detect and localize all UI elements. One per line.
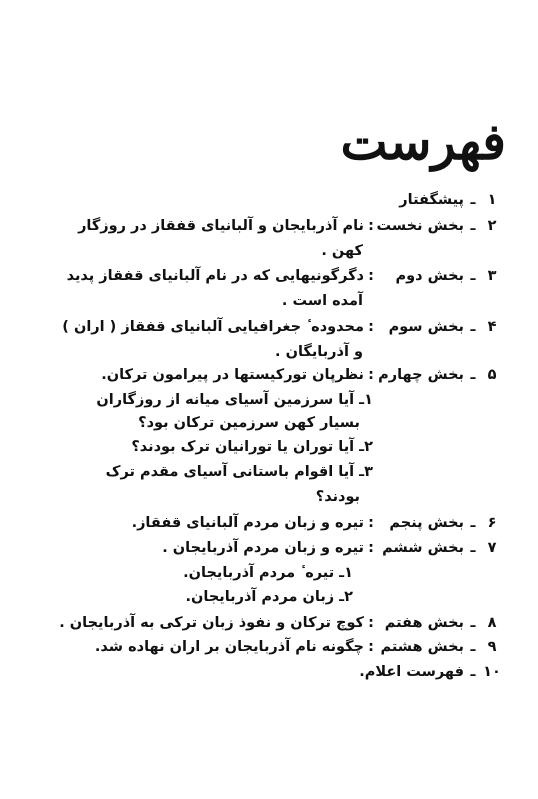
entry-dash: ـ bbox=[470, 319, 476, 335]
entry-number: ۱۰ bbox=[483, 664, 501, 680]
entry-label: بخش چهارم bbox=[378, 367, 464, 383]
entry-number: ۲ bbox=[487, 218, 497, 234]
sub-entry: ۱ـ آیا سرزمین آسیای میانه از روزگاران bbox=[96, 392, 373, 408]
entry-label: بخش هفتم bbox=[384, 615, 464, 631]
entry-colon: : bbox=[368, 268, 374, 284]
toc-entry-5 bbox=[14, 364, 502, 386]
entry-label: پیشگفتار bbox=[399, 192, 464, 208]
sub-entry: ۱ـ تیره ٔ مردم آذربایجان. bbox=[183, 565, 353, 581]
entry-dash: ـ bbox=[470, 192, 476, 208]
entry-colon: : bbox=[368, 639, 374, 655]
entry-title-continued: و آذربایگان . bbox=[275, 344, 363, 360]
entry-number: ۵ bbox=[487, 367, 497, 383]
toc-entry-7 bbox=[14, 537, 502, 559]
toc-entry-1 bbox=[14, 189, 502, 211]
entry-dash: ـ bbox=[470, 367, 476, 383]
toc-entry-6 bbox=[14, 512, 502, 534]
entry-label: بخش نخست bbox=[376, 218, 464, 234]
entry-number: ۳ bbox=[487, 268, 497, 284]
sub-entry: ۳ـ آیا اقوام باستانی آسیای مقدم ترک bbox=[105, 464, 373, 480]
entry-number: ۴ bbox=[487, 319, 497, 335]
toc-entry-10 bbox=[14, 661, 502, 683]
entry-number: ۷ bbox=[487, 540, 497, 556]
entry-number: ۱ bbox=[487, 192, 497, 208]
entry-dash: ـ bbox=[470, 515, 476, 531]
entry-title: کوچ ترکان و نفوذ زبان ترکی به آذربایجان . bbox=[59, 615, 364, 631]
entry-dash: ـ bbox=[470, 218, 476, 234]
entry-title: نظرپان تورکیستها در پیرامون ترکان. bbox=[101, 367, 364, 383]
entry-colon: : bbox=[368, 540, 374, 556]
entry-colon: : bbox=[368, 319, 374, 335]
entry-dash: ـ bbox=[470, 615, 476, 631]
toc-entry-8 bbox=[14, 612, 502, 634]
entry-colon: : bbox=[368, 367, 374, 383]
entry-title: نام آذربایجان و آلبانیای قفقاز در روزگار bbox=[78, 218, 364, 234]
entry-number: ۶ bbox=[487, 515, 497, 531]
entry-colon: : bbox=[368, 515, 374, 531]
sub-entry: ۲ـ زبان مردم آذربایجان. bbox=[185, 589, 353, 605]
entry-title-continued: کهن . bbox=[321, 243, 363, 259]
entry-title: دگرگونیهایی که در نام آلبانیای قفقاز پدید bbox=[66, 268, 364, 284]
entry-label: بخش هشتم bbox=[380, 639, 464, 655]
entry-colon: : bbox=[368, 615, 374, 631]
page-title: فهرست bbox=[340, 112, 506, 171]
entry-label: بخش دوم bbox=[395, 268, 464, 284]
entry-title: تیره و زبان مردم آذربایجان . bbox=[162, 540, 364, 556]
toc-entry-4 bbox=[14, 316, 502, 338]
sub-entry-continued: بسیار کهن سرزمین ترکان بود؟ bbox=[138, 415, 360, 431]
entry-dash: ـ bbox=[470, 664, 476, 680]
toc-entry-3 bbox=[14, 265, 502, 287]
entry-label: بخش سوم bbox=[388, 319, 464, 335]
entry-title: تیره و زبان مردم آلبانیای قفقاز. bbox=[131, 515, 364, 531]
entry-label: بخش پنجم bbox=[389, 515, 464, 531]
sub-entry-continued: بودند؟ bbox=[315, 489, 360, 505]
entry-title: چگونه نام آذربایجان بر اران نهاده شد. bbox=[94, 639, 364, 655]
toc-entry-9 bbox=[14, 636, 502, 658]
entry-label: فهرست اعلام. bbox=[359, 664, 464, 680]
entry-number: ۸ bbox=[487, 615, 497, 631]
entry-dash: ـ bbox=[470, 540, 476, 556]
entry-number: ۹ bbox=[487, 639, 497, 655]
entry-colon: : bbox=[368, 218, 374, 234]
entry-dash: ـ bbox=[470, 268, 476, 284]
entry-label: بخش ششم bbox=[382, 540, 464, 556]
entry-title: محدوده ٔ جغرافیایی آلبانیای قفقاز ( اران ) bbox=[62, 319, 364, 335]
entry-title-continued: آمده است . bbox=[281, 293, 363, 309]
sub-entry: ۲ـ آیا توران یا تورانیان ترک بودند؟ bbox=[131, 439, 373, 455]
entry-dash: ـ bbox=[470, 639, 476, 655]
toc-entry-2 bbox=[14, 215, 502, 237]
